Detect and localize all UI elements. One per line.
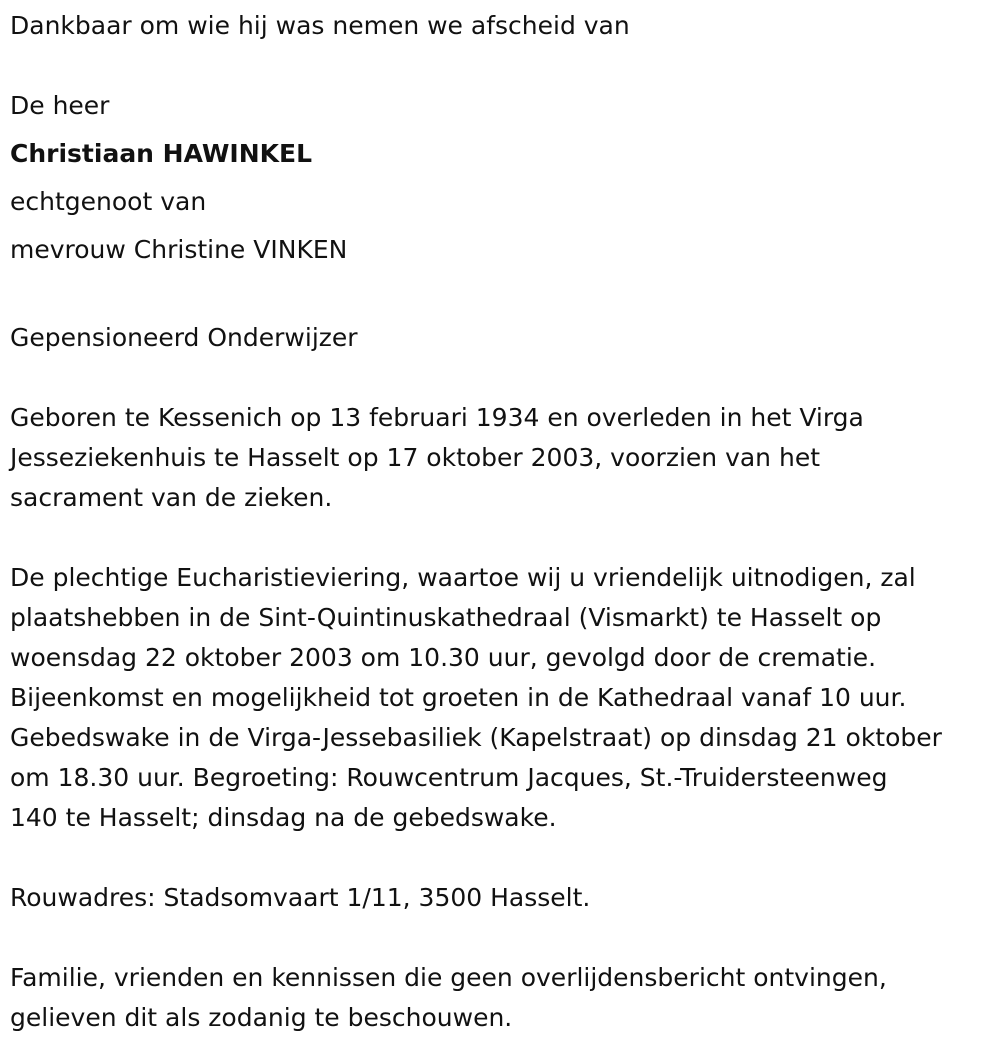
born-died-paragraph [10,398,995,518]
paragraph-line: Familie, vrienden en kennissen die geen overlijdensbericht ontvingen, [10,963,887,992]
spacer [10,838,995,878]
spacer [10,46,995,86]
spacer [10,358,995,398]
paragraph-line: Bijeenkomst en mogelijkheid tot groeten in de Kathedraal vanaf 10 uur. [10,683,907,712]
spacer [10,518,995,558]
paragraph-line: 140 te Hasselt; dinsdag na de gebedswake. [10,803,557,832]
title-text: De heer [10,91,110,120]
paragraph-line: om 18.30 uur. Begroeting: Rouwcentrum Jacques, St.-Truidersteenweg [10,763,888,792]
paragraph-line: Gebedswake in de Virga-Jessebasiliek (Kapelstraat) op dinsdag 21 oktober [10,723,942,752]
intro-text: Dankbaar om wie hij was nemen we afscheid van [10,11,630,40]
relation-text: echtgenoot van [10,187,207,216]
paragraph-line: woensdag 22 oktober 2003 om 10.30 uur, gevolgd door de crematie. [10,643,877,672]
ceremony-paragraph [10,558,995,838]
spacer [10,278,995,318]
spacer [10,918,995,958]
paragraph-line: plaatshebben in de Sint-Quintinuskathedraal (Vismarkt) te Hasselt op [10,603,882,632]
deceased-name: Christiaan HAWINKEL [10,139,313,168]
address-text: Rouwadres: Stadsomvaart 1/11, 3500 Hasselt. [10,883,591,912]
paragraph-line: Geboren te Kessenich op 13 februari 1934 en overleden in het Virga [10,403,864,432]
closing-paragraph [10,958,995,1038]
occupation-text: Gepensioneerd Onderwijzer [10,323,358,352]
paragraph-line: gelieven dit als zodanig te beschouwen. [10,1003,513,1032]
paragraph-line: sacrament van de zieken. [10,483,333,512]
obituary-document [10,6,995,1038]
paragraph-line: Jesseziekenhuis te Hasselt op 17 oktober 2003, voorzien van het [10,443,820,472]
spouse-name: mevrouw Christine VINKEN [10,235,348,264]
paragraph-line: De plechtige Eucharistieviering, waartoe wij u vriendelijk uitnodigen, zal [10,563,916,592]
